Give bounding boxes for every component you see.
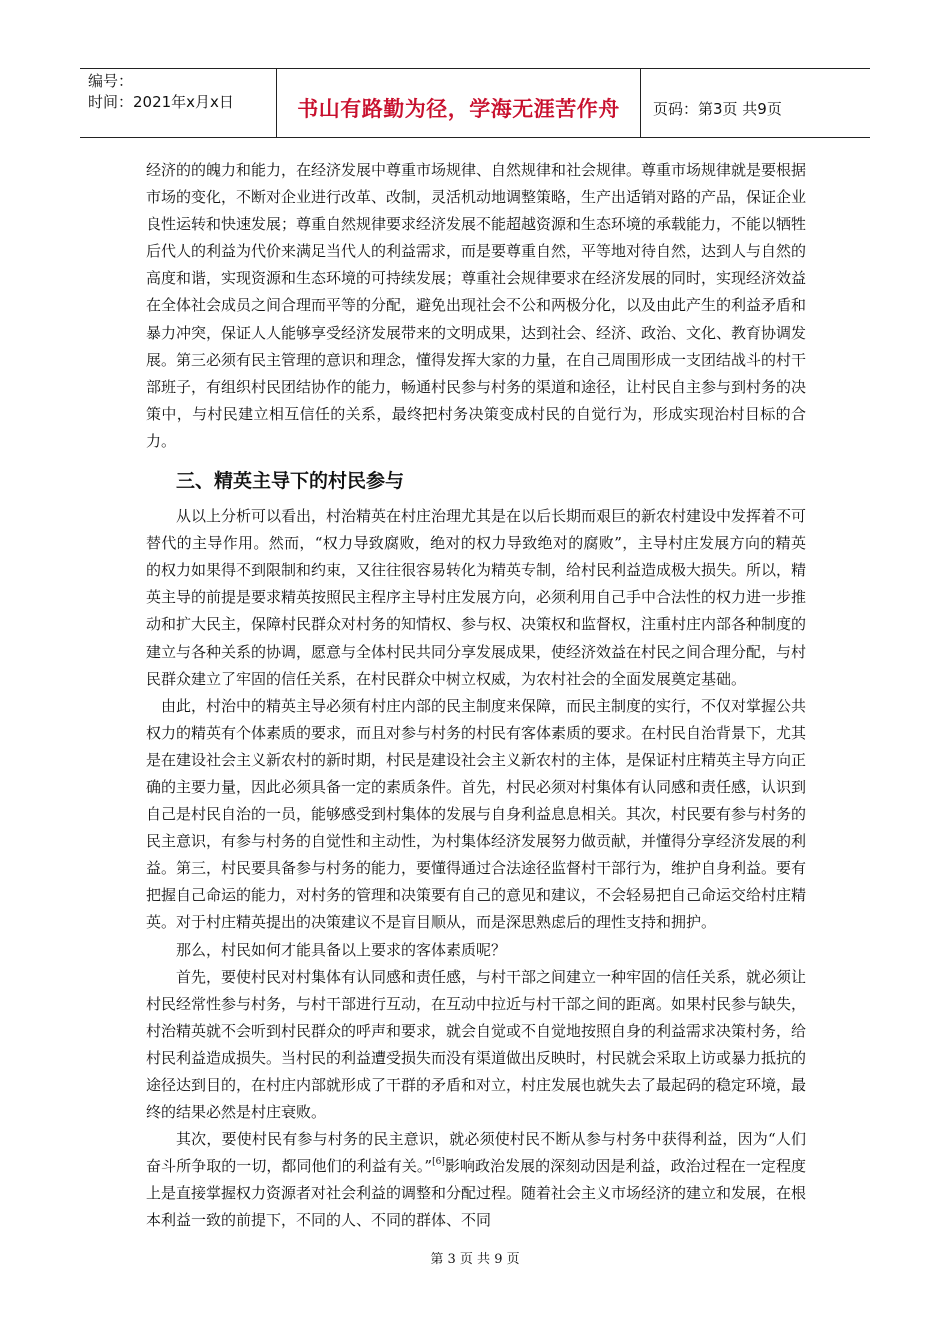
page-footer: 第 3 页 共 9 页 <box>430 1252 520 1267</box>
header-motto: 书山有路勤为径，学海无涯苦作舟 <box>277 69 641 137</box>
paragraph-6-part-a: 其次，要使村民有参与村务的民主意识，就必须使村民不断从参与村务中获得利益，因为“人们奋斗所争取的一切，都同他们的利益有关。” <box>146 1130 806 1176</box>
citation-ref: [6] <box>432 1157 445 1168</box>
paragraph-6 <box>146 1126 806 1234</box>
paragraph-5: 首先，要使村民对村集体有认同感和责任感，与村干部之间建立一种牢固的信任关系，就必须让村民经常性参与村务，与村干部进行互动，在互动中拉近与村干部之间的距离。如果村民参与缺失，村治精英就不会听到村民群众的呼声和要求，就会自觉或不自觉地按照自身的利益需求决策村务，给村民利益造成损失。当村民的利益遭受损失而没有渠道做出反映时，村民就会采取上访或暴力抵抗的途径达到目的，在村庄内部就形成了干群的矛盾和对立，村庄发展也就失去了最起码的稳定环境，最终的结果必然是村庄衰败。 <box>146 967 807 1122</box>
time-label: 时间：2021年x月x日 <box>88 93 234 111</box>
page-header <box>80 68 870 138</box>
paragraph-4: 那么，村民如何才能具备以上要求的客体素质呢？ <box>176 940 507 959</box>
document-body <box>146 157 806 1235</box>
header-meta <box>80 69 277 137</box>
code-label: 编号： <box>88 72 134 90</box>
header-page-info: 页码：第3页 共9页 <box>653 99 782 118</box>
section-heading: 三、精英主导下的村民参与 <box>176 470 405 493</box>
paragraph-6-part-b: 影响政治发展的深刻动因是利益，政治过程在一定程度上是直接掌握权力资源者对社会利益的调整和分配过程。随着社会主义市场经济的建立和发展，在根本利益一致的前提下，不同的人、不同的群体、不同 <box>146 1157 807 1230</box>
paragraph-2: 从以上分析可以看出，村治精英在村庄治理尤其是在以后长期而艰巨的新农村建设中发挥着不可替代的主导作用。然而，“权力导致腐败，绝对的权力导致绝对的腐败”，主导村庄发展方向的精英的权力如果得不到限制和约束，又往往很容易转化为精英专制，给村民利益造成极大损失。所以，精英主导的前提是要求精英按照民主程序主导村庄发展方向，必须利用自己手中合法性的权力进一步推动和扩大民主，保障村民群众对村务的知情权、参与权、决策权和监督权，注重村庄内部各种制度的建立与各种关系的协调，愿意与全体村民共同分享发展成果，使经济效益在村民之间合理分配，与村民群众建立了牢固的信任关系，在村民群众中树立权威，为农村社会的全面发展奠定基础。 <box>146 507 807 688</box>
paragraph-3: 由此，村治中的精英主导必须有村庄内部的民主制度来保障，而民主制度的实行，不仅对掌握公共权力的精英有个体素质的要求，而且对参与村务的村民有客体素质的要求。在村民自治背景下，尤其是在建设社会主义新农村的新时期，村民是建设社会主义新农村的主体，是保证村庄精英主导方向正确的主要力量，因此必须具备一定的素质条件。首先，村民必须对村集体有认同感和责任感，认识到自己是村民自治的一员，能够感受到村集体的发展与自身利益息息相关。其次，村民要有参与村务的民主意识，有参与村务的自觉性和主动性，为村集体经济发展努力做贡献，并懂得分享经济发展的利益。第三，村民要具备参与村务的能力，要懂得通过合法途径监督村干部行为，维护自身利益。要有把握自己命运的能力，对村务的管理和决策要有自己的意见和建议，不会轻易把自己命运交给村庄精英。对于村庄精英提出的决策建议不是盲目顺从，而是深思熟虑后的理性支持和拥护。 <box>146 696 807 932</box>
paragraph-1: 经济的的魄力和能力，在经济发展中尊重市场规律、自然规律和社会规律。尊重市场规律就是要根据市场的变化，不断对企业进行改革、改制，灵活机动地调整策略，生产出适销对路的产品，保证企业良性运转和快速发展；尊重自然规律要求经济发展不能超越资源和生态环境的承载能力，不能以牺牲后代人的利益为代价来满足当代人的利益需求，而是要尊重自然，平等地对待自然，达到人与自然的高度和谐，实现资源和生态环境的可持续发展；尊重社会规律要求在经济发展的同时，实现经济效益在全体社会成员之间合理而平等的分配，避免出现社会不公和两极分化，以及由此产生的利益矛盾和暴力冲突，保证人人能够享受经济发展带来的文明成果，达到社会、经济、政治、文化、教育协调发展。第三必须有民主管理的意识和理念，懂得发挥大家的力量，在自己周围形成一支团结战斗的村干部班子，有组织村民团结协作的能力，畅通村民参与村务的渠道和途径，让村民自主参与到村务的决策中，与村民建立相互信任的关系，最终把村务决策变成村民的自觉行为，形成实现治村目标的合力。 <box>146 161 807 450</box>
